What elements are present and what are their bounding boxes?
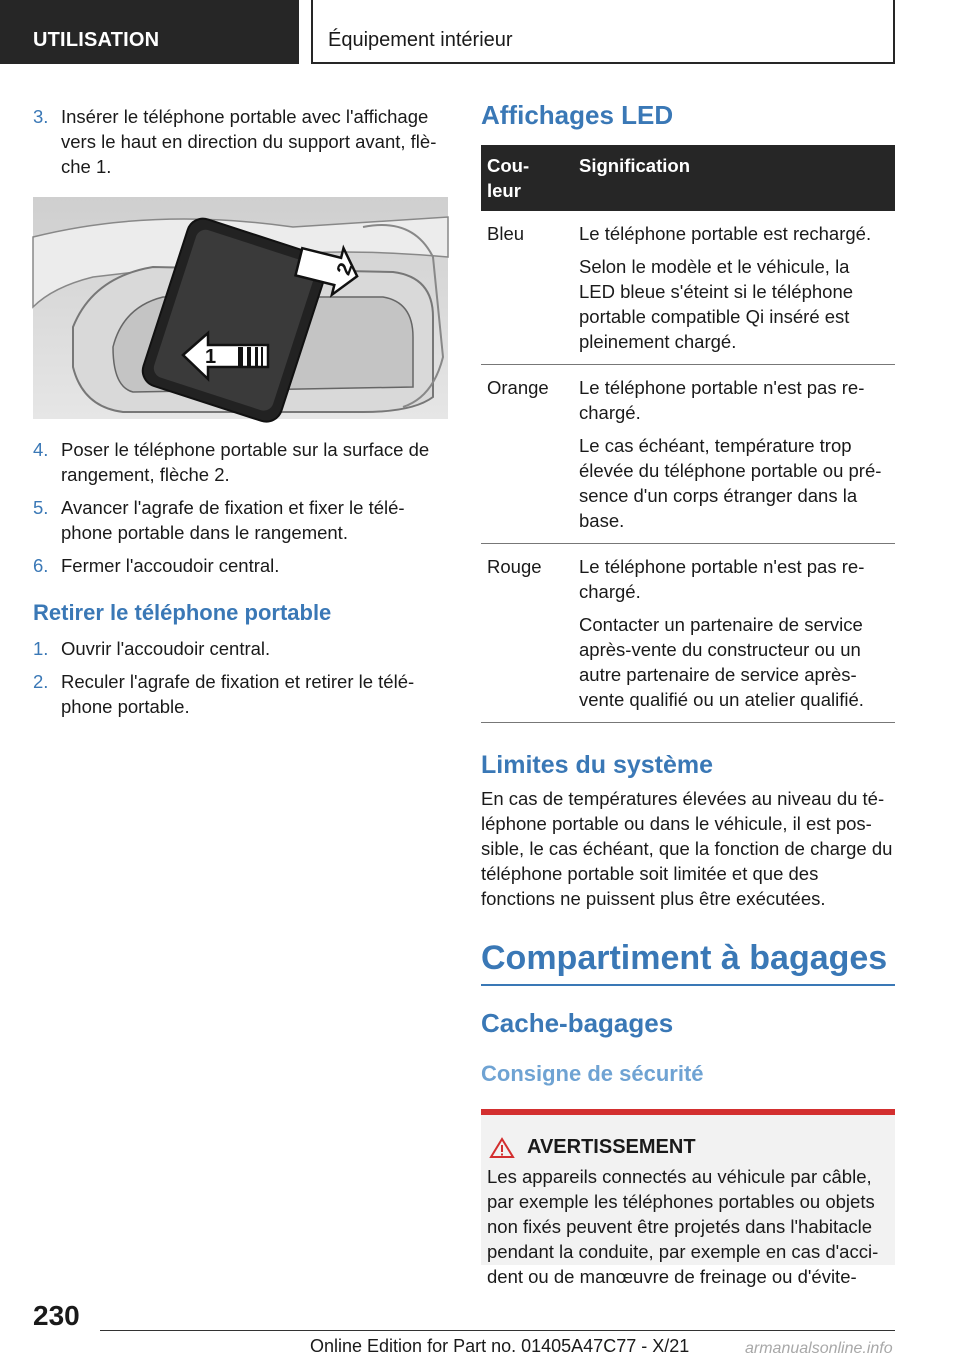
- warning-label: AVERTISSEMENT: [527, 1136, 696, 1158]
- warning-text: Les appareils connectés au véhicule par câble, par exemple les téléphones portables ou objets non fixés peuvent être projetés dans l'habitacle pendant la conduite, par exemple en cas d'accident ou de manœuvre de freinage ou d'évite-: [487, 1166, 879, 1287]
- led-heading: Affichages LED: [481, 100, 674, 130]
- trunk-heading: Compartiment à bagages: [481, 939, 895, 986]
- page-number: 230: [33, 1300, 80, 1331]
- section-tab: [0, 0, 299, 64]
- left-column: [33, 104, 445, 727]
- step-number: 5.: [33, 497, 49, 518]
- step-text: Avancer l'agrafe de fixation et fixer le téléphone portable dans le rangement.: [61, 497, 405, 543]
- list-item: [33, 636, 445, 661]
- row-color: Orange: [481, 365, 573, 544]
- list-item: [33, 104, 445, 179]
- meaning-line: Selon le modèle et le véhicule, la LED bleue s'éteint si le téléphone portable compatible Qi inséré est pleinement chargé.: [579, 256, 854, 352]
- list-item: [33, 437, 445, 487]
- meaning-line: Le téléphone portable est rechargé.: [579, 223, 872, 244]
- arrow-label-1: 1: [205, 346, 217, 368]
- table-row: [481, 211, 895, 365]
- safety-heading: Consigne de sécurité: [481, 1061, 704, 1086]
- led-table: [481, 145, 895, 723]
- table-row: [481, 544, 895, 723]
- step-number: 1.: [33, 638, 49, 659]
- watermark-logo: armanualsonline.info: [745, 1340, 893, 1357]
- warning-box: [481, 1109, 895, 1287]
- limits-heading: Limites du système: [481, 751, 714, 779]
- edition-note: Online Edition for Part no. 01405A47C77 - X/21: [310, 1336, 690, 1356]
- arrow-label-2: 2: [332, 260, 358, 279]
- warning-header: [487, 1135, 889, 1160]
- warning-triangle-icon: [489, 1137, 515, 1159]
- step-number: 4.: [33, 439, 49, 460]
- meaning-line: Le téléphone portable n'est pas rechargé.: [579, 377, 865, 423]
- step-number: 3.: [33, 106, 49, 127]
- row-meaning: [573, 544, 895, 723]
- step-text: Insérer le téléphone portable avec l'affichage vers le haut en direction du support avant, flèche 1.: [61, 106, 437, 177]
- chapter-tab: [311, 0, 895, 64]
- step-text: Fermer l'accoudoir central.: [61, 555, 280, 576]
- cover-heading: Cache-bagages: [481, 1008, 674, 1038]
- list-item: [33, 495, 445, 545]
- table-header-row: [481, 145, 895, 211]
- step-text: Poser le téléphone portable sur la surface de rangement, flèche 2.: [61, 439, 430, 485]
- right-column: [481, 100, 895, 1287]
- list-item: [33, 553, 445, 578]
- phone-tray-illustration: [33, 197, 448, 419]
- list-item: [33, 669, 445, 719]
- meaning-line: Contacter un partenaire de service après-vente du constructeur ou un autre partenaire de service après-vente qualifié ou un atelier qualifié.: [579, 614, 864, 710]
- row-meaning: [573, 365, 895, 544]
- limits-paragraph: En cas de températures élevées au niveau du téléphone portable ou dans le véhicule, il est possible, le cas échéant, que la fonction de charge du téléphone portable soit limitée et que des fonctions ne puissent plus être exécutées.: [481, 788, 893, 909]
- row-meaning: [573, 211, 895, 365]
- step-number: 2.: [33, 671, 49, 692]
- step-text: Ouvrir l'accoudoir central.: [61, 638, 271, 659]
- illustration-svg: [33, 197, 448, 419]
- meaning-line: Le cas échéant, température trop élevée du téléphone portable ou présence d'un corps étranger dans la base.: [579, 435, 882, 531]
- step-text: Reculer l'agrafe de fixation et retirer le téléphone portable.: [61, 671, 415, 717]
- chapter-title: Équipement intérieur: [328, 29, 513, 51]
- column-header-meaning: Signification: [573, 145, 895, 211]
- step-number: 6.: [33, 555, 49, 576]
- row-color: Bleu: [481, 211, 573, 365]
- column-header-color: Cou- leur: [481, 145, 573, 211]
- section-title: UTILISATION: [33, 29, 160, 51]
- meaning-line: Le téléphone portable n'est pas rechargé.: [579, 556, 865, 602]
- remove-phone-heading: Retirer le téléphone portable: [33, 600, 332, 625]
- footer-divider: [100, 1330, 895, 1331]
- table-row: [481, 365, 895, 544]
- row-color: Rouge: [481, 544, 573, 723]
